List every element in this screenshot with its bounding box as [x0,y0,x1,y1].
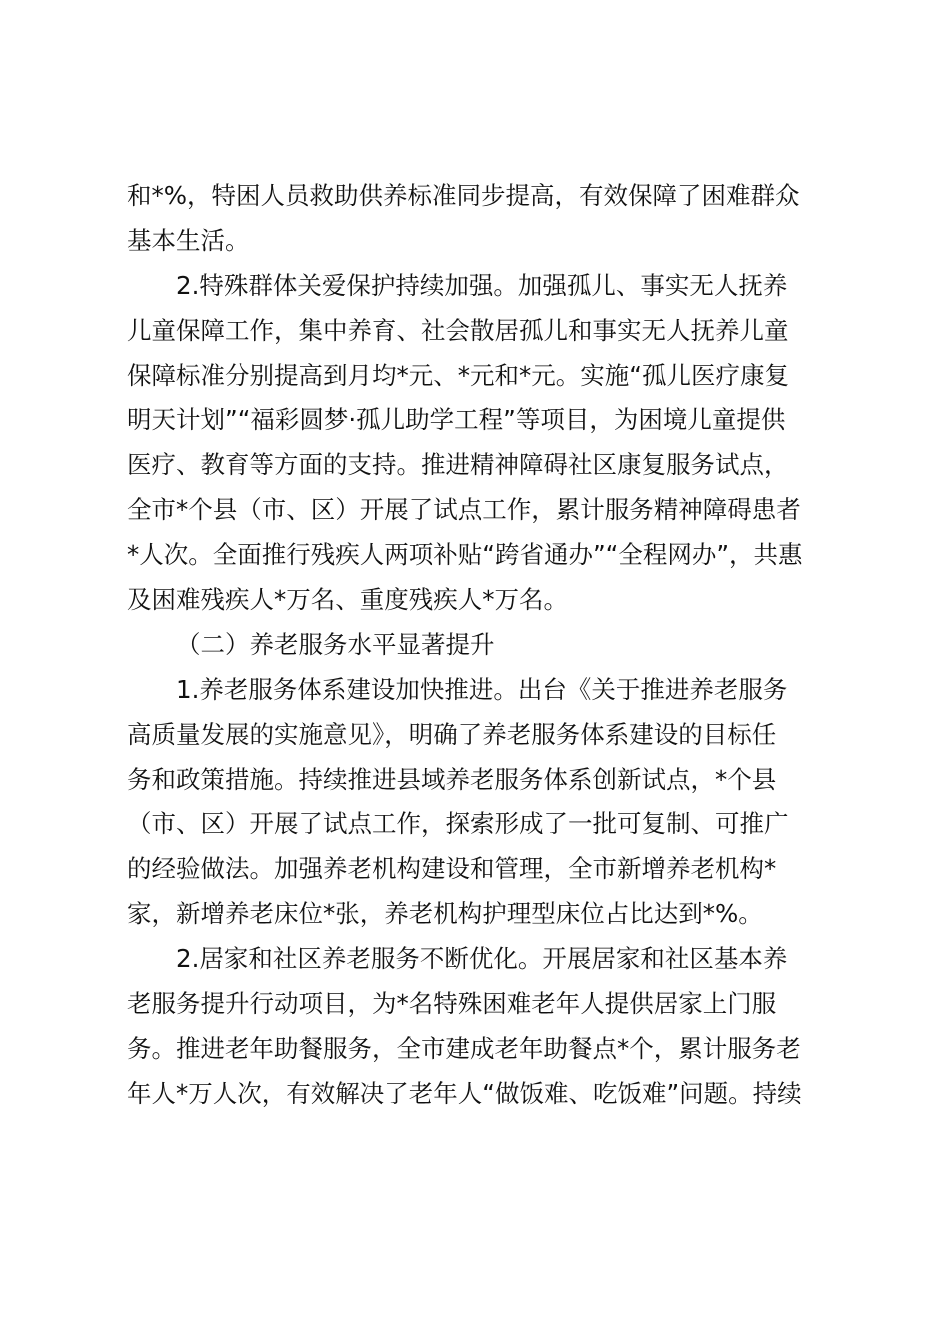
text-line: 儿童保障工作，集中养育、社会散居孤儿和事实无人抚养儿童 [127,315,789,345]
text-line: 医疗、教育等方面的支持。推进精神障碍社区康复服务试点， [127,450,789,480]
paragraph-start-line: 2.特殊群体关爱保护持续加强。加强孤儿、事实无人抚养 [176,270,788,300]
paragraph-start-line: 2.居家和社区养老服务不断优化。开展居家和社区基本养 [176,944,788,974]
text-line: 明天计划”“福彩圆梦·孤儿助学工程”等项目，为困境儿童提供 [127,405,786,435]
text-line: 老服务提升行动项目，为*名特殊困难老年人提供居家上门服 [127,989,777,1019]
text-line: 年人*万人次，有效解决了老年人“做饭难、吃饭难”问题。持续 [127,1078,802,1108]
section-heading: （二）养老服务水平显著提升 [176,629,495,659]
text-line: 保障标准分别提高到月均*元、*元和*元。实施“孤儿医疗康复 [127,360,789,390]
text-line: 务。推进老年助餐服务，全市建成老年助餐点*个，累计服务老 [127,1033,801,1063]
paragraph-start-line: 1.养老服务体系建设加快推进。出台《关于推进养老服务 [176,674,788,704]
text-line: 务和政策措施。持续推进县域养老服务体系创新试点，*个县 [127,764,777,794]
text-line: 和*%，特困人员救助供养标准同步提高，有效保障了困难群众 [127,181,800,210]
document-body [127,174,837,1117]
text-line: 高质量发展的实施意见》，明确了养老服务体系建设的目标任 [127,719,777,749]
text-line: 的经验做法。加强养老机构建设和管理，全市新增养老机构* [127,854,777,884]
text-line: 及困难残疾人*万名、重度残疾人*万名。 [127,585,568,615]
text-line: 家，新增养老床位*张，养老机构护理型床位占比达到*%。 [127,899,763,929]
text-line: 全市*个县（市、区）开展了试点工作，累计服务精神障碍患者 [127,495,801,525]
text-line: 基本生活。 [127,225,250,255]
text-line: *人次。全面推行残疾人两项补贴“跨省通办”“全程网办”，共惠 [127,540,803,570]
text-line: （市、区）开展了试点工作，探索形成了一批可复制、可推广 [127,809,789,839]
